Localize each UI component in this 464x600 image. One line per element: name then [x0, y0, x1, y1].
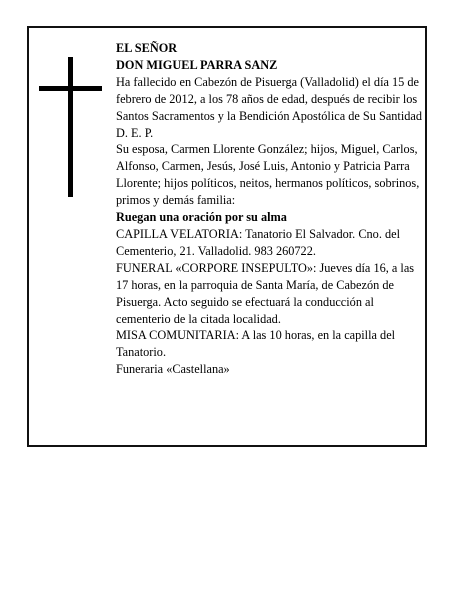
notice-title: EL SEÑOR: [116, 41, 178, 55]
cross-icon-bar: [39, 86, 102, 91]
prayer-request: Ruegan una oración por su alma: [116, 210, 287, 225]
notice-text: [116, 40, 426, 378]
obituary-notice: [27, 26, 427, 447]
funeral-info: FUNERAL «CORPORE INSEPULTO»: Jueves día 16, a las 17 horas, en la parroquia de Santa María, de Cabezón de Pisuerga. Acto seguido se efectuará la conducción al cementerio de la citada localidad.: [116, 260, 415, 326]
chapel-info: CAPILLA VELATORIA: Tanatorio El Salvador. Cno. del Cementerio, 21. Valladolid. 983 260722.: [116, 226, 400, 258]
death-announcement: Ha fallecido en Cabezón de Pisuerga (Valladolid) el día 15 de febrero de 2012, a los 78 años de edad, después de recibir los Santos Sacramentos y la Bendición Apostólica de Su Santidad: [116, 74, 423, 123]
family-list: Su esposa, Carmen Llorente González; hijos, Miguel, Carlos, Alfonso, Carmen, Jesús, José Luis, Antonio y Patricia Parra Llorente; hijos políticos, neitos, hermanos políticos, sobrinos, primos y demás familia:: [116, 142, 420, 208]
mass-info: MISA COMUNITARIA: A las 10 horas, en la capilla del Tanatorio.: [116, 328, 396, 360]
deceased-name: DON MIGUEL PARRA SANZ: [116, 57, 278, 72]
dep-text: D. E. P.: [116, 125, 154, 140]
funeral-home: Funeraria «Castellana»: [116, 362, 230, 377]
cross-icon: [68, 57, 73, 197]
